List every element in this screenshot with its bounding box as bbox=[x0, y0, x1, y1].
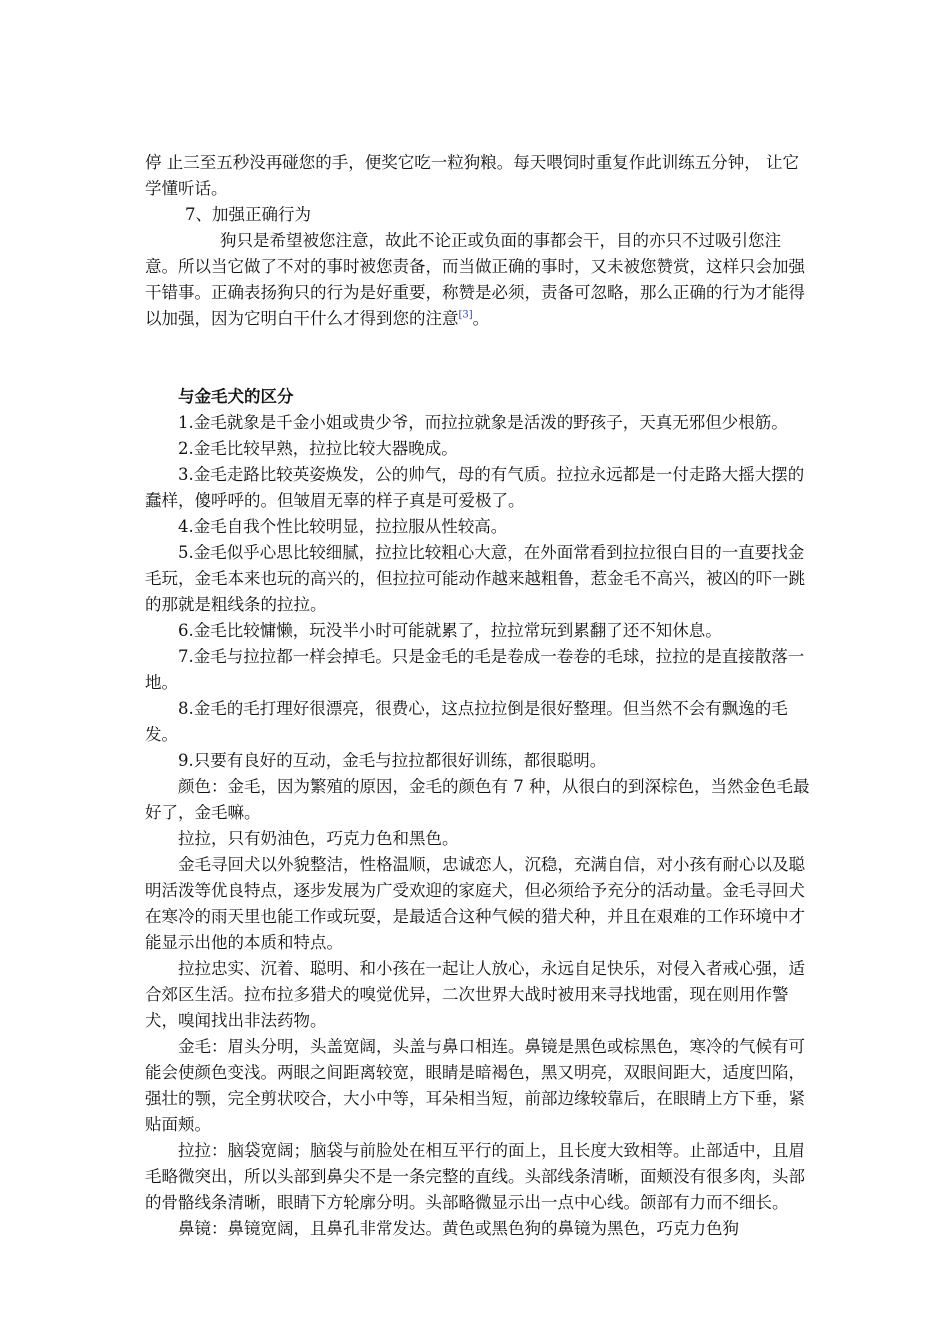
citation-ref[interactable]: [3] bbox=[458, 309, 473, 321]
heading-strengthen-behavior: 7、加强正确行为 bbox=[185, 205, 311, 224]
section-gap bbox=[145, 332, 810, 384]
list-item: 8.金毛的毛打理好很漂亮，很费心，这点拉拉倒是很好整理。但当然不会有飘逸的毛发。 bbox=[145, 699, 788, 744]
list-item: 6.金毛比较慵懒，玩没半小时可能就累了，拉拉常玩到累翻了还不知休息。 bbox=[178, 621, 722, 640]
paragraph-labrador-color: 拉拉，只有奶油色，巧克力色和黑色。 bbox=[178, 829, 459, 848]
paragraph-nose: 鼻镜：鼻镜宽阔，且鼻孔非常发达。黄色或黑色狗的鼻镜为黑色，巧克力色狗 bbox=[178, 1219, 739, 1238]
paragraph-labrador-traits: 拉拉忠实、沉着、聪明、和小孩在一起让人放心，永远自足快乐，对侵入者戒心强，适合郊区生活。拉布拉多猎犬的嗅觉优异，二次世界大战时被用来寻找地雷，现在则用作警犬，嗅闻找出非法药物。 bbox=[145, 959, 805, 1030]
document-body bbox=[145, 150, 810, 1242]
paragraph-golden-head: 金毛：眉头分明，头盖宽阔，头盖与鼻口相连。鼻镜是黑色或棕黑色，寒冷的气候有可能会使颜色变浅。两眼之间距离较宽，眼睛是暗褐色，黑又明亮，双眼间距大，适度凹陷，强壮的颚，完全剪状咬合，大小中等，耳朵相当短，前部边缘较靠后，在眼睛上方下垂，紧贴面颊。 bbox=[145, 1037, 805, 1134]
list-item: 9.只要有良好的互动，金毛与拉拉都很好训练，都很聪明。 bbox=[178, 751, 607, 770]
list-item: 7.金毛与拉拉都一样会掉毛。只是金毛的毛是卷成一卷卷的毛球，拉拉的是直接散落一地。 bbox=[145, 647, 805, 692]
paragraph-end: 。 bbox=[472, 309, 490, 328]
list-item: 4.金毛自我个性比较明显，拉拉服从性较高。 bbox=[178, 517, 508, 536]
paragraph-golden-traits: 金毛寻回犬以外貌整洁，性格温顺，忠诚恋人，沉稳，充满自信，对小孩有耐心以及聪明活泼等优良特点，逐步发展为广受欢迎的家庭犬，但必须给予充分的活动量。金毛寻回犬在寒冷的雨天里也能工作或玩耍，是最适合这种气候的猎犬种，并且在艰难的工作环境中才能显示出他的本质和特点。 bbox=[145, 855, 805, 952]
paragraph-continuation: 停 止三至五秒没再碰您的手，便奖它吃一粒狗粮。每天喂饲时重复作此训练五分钟， 让它学懂听话。 bbox=[145, 153, 799, 198]
list-item: 1.金毛就象是千金小姐或贵少爷，而拉拉就象是活泼的野孩子，天真无邪但少根筋。 bbox=[178, 413, 788, 432]
paragraph-strengthen-behavior bbox=[145, 228, 810, 332]
list-item: 5.金毛似乎心思比较细腻，拉拉比较粗心大意，在外面常看到拉拉很白目的一直要找金毛玩，金毛本来也玩的高兴的，但拉拉可能动作越来越粗鲁，惹金毛不高兴，被凶的吓一跳的那就是粗线条的拉拉。 bbox=[145, 543, 805, 614]
section-title: 与金毛犬的区分 bbox=[178, 387, 294, 406]
list-item: 3.金毛走路比较英姿焕发，公的帅气，母的有气质。拉拉永远都是一付走路大摇大摆的蠢样，傻呼呼的。但皱眉无辜的样子真是可爱极了。 bbox=[145, 465, 805, 510]
paragraph-color: 颜色：金毛，因为繁殖的原因，金毛的颜色有 7 种，从很白的到深棕色，当然金色毛最好了，金毛嘛。 bbox=[145, 777, 810, 822]
paragraph-labrador-head: 拉拉：脑袋宽阔；脑袋与前脸处在相互平行的面上，且长度大致相等。止部适中，且眉毛略微突出，所以头部到鼻尖不是一条完整的直线。头部线条清晰，面颊没有很多肉，头部的骨骼线条清晰，眼睛下方轮廓分明。头部略微显示出一点中心线。颌部有力而不细长。 bbox=[145, 1141, 805, 1212]
paragraph-text: 狗只是希望被您注意，故此不论正或负面的事都会干，目的亦只不过吸引您注意。所以当它做了不对的事时被您责备，而当做正确的事时，又未被您赞赏，这样只会加强干错事。正确表扬狗只的行为是好重要，称赞是必须，责备可忽略，那么正确的行为才能得以加强，因为它明白干什么才得到您的注意 bbox=[145, 231, 805, 328]
list-item: 2.金毛比较早熟，拉拉比较大器晚成。 bbox=[178, 439, 458, 458]
